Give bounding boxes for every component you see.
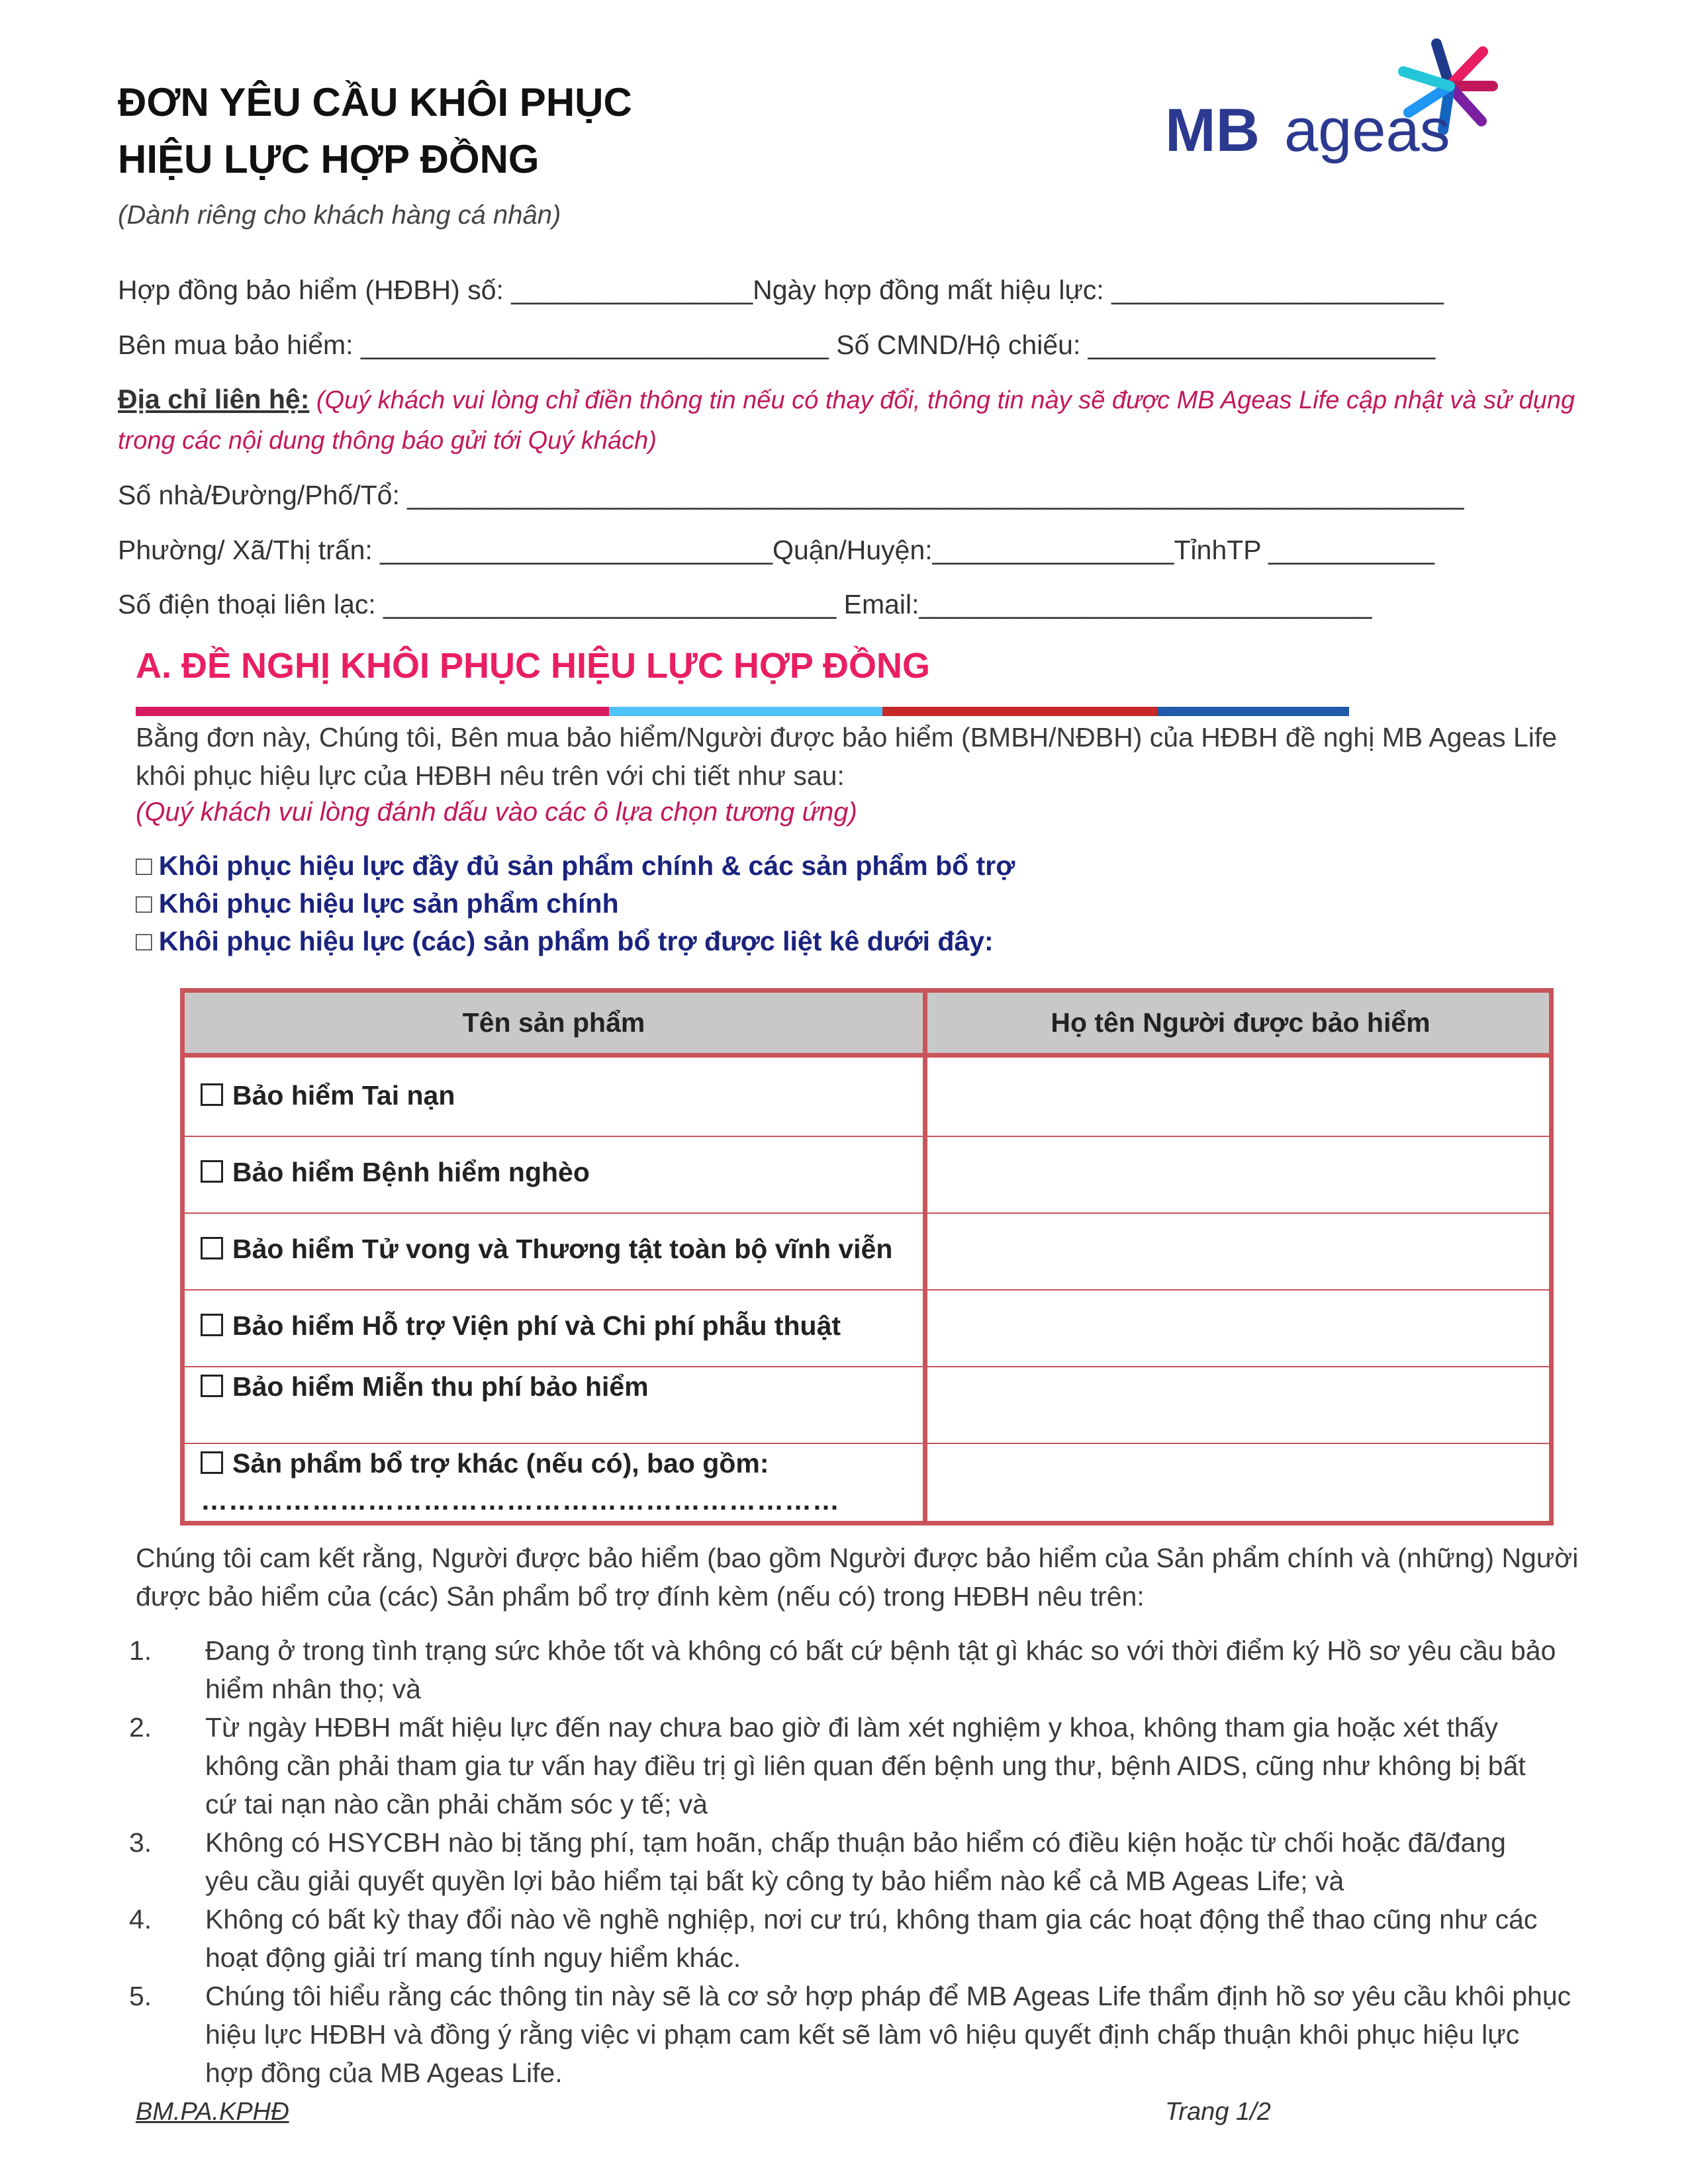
item-line: Không có HSYCBH nào bị tăng phí, tạm hoãn, chấp thuận bảo hiểm có điều kiện hoặc từ chối hoặc đã/đang: [205, 1827, 1506, 1858]
form-title: [118, 74, 632, 188]
checkbox-icon[interactable]: □: [136, 850, 152, 881]
table-row: [201, 1448, 769, 1479]
checkbox-icon[interactable]: [201, 1237, 223, 1259]
logo-ageas-text: ageas: [1284, 97, 1450, 164]
row-label: Sản phẩm bổ trợ khác (nếu có), bao gồm:: [232, 1448, 769, 1479]
checkbox-icon[interactable]: [201, 1083, 223, 1106]
address-note: (Quý khách vui lòng chỉ điền thông tin nếu có thay đổi, thông tin này sẽ được MB Ageas Life cập nhật và sử dụng: [309, 387, 1575, 414]
checkbox-icon[interactable]: [201, 1314, 223, 1336]
commitment-item-2: [129, 1708, 1585, 1823]
table-row: [201, 1310, 841, 1342]
item-line: hiệu lực HĐBH và đồng ý rằng việc vi phạm cam kết sẽ làm vô hiệu quyết định chấp thuận khôi phục hiệu lực: [205, 2019, 1520, 2050]
logo-mb-text: MB: [1165, 97, 1260, 164]
checkbox-icon[interactable]: [201, 1160, 223, 1183]
checkbox-icon[interactable]: [201, 1375, 223, 1397]
phone-field[interactable]: Số điện thoại liên lạc: ______________________________: [118, 589, 837, 619]
form-code: BM.PA.KPHĐ: [136, 2098, 289, 2126]
commitment-line-2: được bảo hiểm của (các) Sản phẩm bổ trợ đính kèm (nếu có) trong HĐBH nêu trên:: [136, 1581, 1145, 1612]
street-field[interactable]: Số nhà/Đường/Phố/Tổ: ______________________________________________________________________: [118, 480, 1464, 510]
address-note-2: trong các nội dung thông báo gửi tới Quý khách): [118, 427, 657, 455]
item-line: yêu cầu giải quyết quyền lợi bảo hiểm tại bất kỳ công ty bảo hiểm nào kể cả MB Ageas Life; và: [205, 1866, 1344, 1896]
section-a-title: A. ĐỀ NGHỊ KHÔI PHỤC HIỆU LỰC HỢP ĐỒNG: [136, 646, 930, 686]
table-row: [201, 1157, 590, 1188]
contact-row: [118, 589, 1372, 620]
option-main-product[interactable]: [136, 888, 619, 919]
table-row: [201, 1080, 455, 1111]
rider-table: [180, 988, 1554, 1525]
commitment-item-5: [129, 1977, 1585, 2092]
checkbox-icon[interactable]: □: [136, 888, 152, 919]
option-full-restore[interactable]: [136, 850, 1015, 882]
contract-row: [118, 275, 1444, 306]
address-row: [118, 384, 1575, 415]
checkbox-icon[interactable]: [201, 1451, 223, 1474]
option-label: Khôi phục hiệu lực đầy đủ sản phẩm chính & các sản phẩm bổ trợ: [158, 850, 1015, 881]
item-line: hoạt động giải trí mang tính nguy hiểm khác.: [205, 1942, 741, 1973]
item-line: hiểm nhân thọ; và: [205, 1674, 421, 1704]
item-number: 2.: [129, 1712, 152, 1743]
row-label: Bảo hiểm Tai nạn: [232, 1080, 455, 1111]
lapse-date-field[interactable]: Ngày hợp đồng mất hiệu lực: ______________________: [753, 275, 1444, 305]
table-row: [201, 1234, 892, 1265]
col-product-name: Tên sản phẩm: [462, 1007, 645, 1038]
table-row: [201, 1371, 649, 1402]
intro-line-2: khôi phục hiệu lực của HĐBH nêu trên với chi tiết như sau:: [136, 760, 845, 791]
row-label: Bảo hiểm Bệnh hiểm nghèo: [232, 1157, 590, 1187]
row-label: Bảo hiểm Hỗ trợ Viện phí và Chi phí phẫu thuật: [232, 1310, 841, 1341]
page-number: Trang 1/2: [1165, 2098, 1271, 2126]
commitment-item-1: [129, 1631, 1585, 1708]
commitment-item-3: [129, 1823, 1585, 1900]
section-a-note: (Quý khách vui lòng đánh dấu vào các ô lựa chọn tương ứng): [136, 797, 857, 827]
item-number: 4.: [129, 1904, 152, 1934]
district-field[interactable]: Quận/Huyện:________________: [773, 535, 1174, 565]
logo-star-icon: [1152, 25, 1523, 177]
item-number: 3.: [129, 1827, 152, 1858]
item-line: không cần phải tham gia tư vấn hay điều trị gì liên quan đến bệnh ung thư, bệnh AIDS, cũng như không bị bất: [205, 1751, 1526, 1781]
ward-row: [118, 535, 1434, 566]
ward-field[interactable]: Phường/ Xã/Thị trấn: __________________________: [118, 535, 773, 565]
intro-line-1: Bằng đơn này, Chúng tôi, Bên mua bảo hiểm/Người được bảo hiểm (BMBH/NĐBH) của HĐBH đề nghị MB Ageas Life: [136, 722, 1558, 752]
title-line-1: ĐƠN YÊU CẦU KHÔI PHỤC: [118, 80, 632, 124]
buyer-row: [118, 330, 1435, 361]
item-line: Từ ngày HĐBH mất hiệu lực đến nay chưa bao giờ đi làm xét nghiệm y khoa, không tham gia hoặc xét thấy: [205, 1712, 1498, 1743]
item-number: 5.: [129, 1981, 152, 2011]
mb-ageas-logo: [1152, 25, 1523, 177]
option-label: Khôi phục hiệu lực (các) sản phẩm bổ trợ được liệt kê dưới đây:: [158, 926, 994, 956]
email-field[interactable]: Email:______________________________: [843, 589, 1372, 619]
commitment-intro: [136, 1539, 1592, 1615]
id-no-field[interactable]: Số CMND/Hộ chiếu: _______________________: [836, 330, 1436, 360]
item-line: Không có bất kỳ thay đổi nào về nghề nghiệp, nơi cư trú, không tham gia các hoạt động thể thao cũng như các: [205, 1904, 1538, 1934]
commitment-item-4: [129, 1900, 1585, 1977]
option-riders[interactable]: [136, 926, 994, 957]
title-line-2: HIỆU LỰC HỢP ĐỒNG: [118, 137, 539, 181]
buyer-field[interactable]: Bên mua bảo hiểm: _______________________________: [118, 330, 829, 360]
row-label: Bảo hiểm Tử vong và Thương tật toàn bộ vĩnh viễn: [232, 1234, 893, 1264]
option-label: Khôi phục hiệu lực sản phẩm chính: [158, 888, 619, 919]
other-rider-input[interactable]: ……………………………………………………………: [201, 1485, 840, 1516]
checkbox-icon[interactable]: □: [136, 926, 152, 956]
address-label: Địa chỉ liên hệ:: [118, 384, 310, 414]
form-subtitle: (Dành riêng cho khách hàng cá nhân): [118, 201, 561, 230]
item-line: hợp đồng của MB Ageas Life.: [205, 2058, 563, 2088]
commitment-line-1: Chúng tôi cam kết rằng, Người được bảo hiểm (bao gồm Người được bảo hiểm của Sản phẩm chính và (những) Người: [136, 1543, 1579, 1573]
province-field[interactable]: TỉnhTP ___________: [1174, 535, 1435, 565]
contract-no-field[interactable]: Hợp đồng bảo hiểm (HĐBH) số: ________________: [118, 275, 753, 305]
item-line: Đang ở trong tình trạng sức khỏe tốt và không có bất cứ bệnh tật gì khác so với thời điểm ký Hồ sơ yêu cầu bảo: [205, 1635, 1556, 1666]
item-number: 1.: [129, 1635, 152, 1666]
col-insured-name: Họ tên Người được bảo hiểm: [1051, 1007, 1430, 1038]
item-line: cứ tai nạn nào cần phải chăm sóc y tế; và: [205, 1789, 708, 1819]
row-label: Bảo hiểm Miễn thu phí bảo hiểm: [232, 1371, 649, 1402]
section-a-intro: [136, 718, 1592, 795]
item-line: Chúng tôi hiểu rằng các thông tin này sẽ là cơ sở hợp pháp để MB Ageas Life thẩm định hồ sơ yêu cầu khôi phục: [205, 1981, 1571, 2011]
